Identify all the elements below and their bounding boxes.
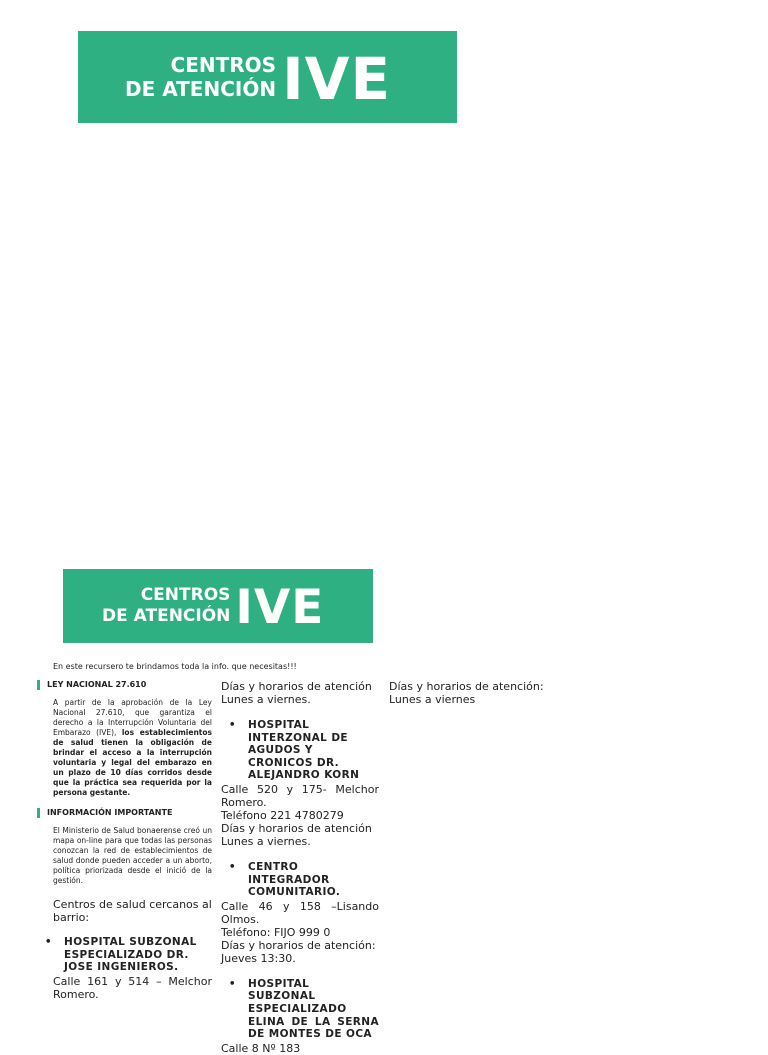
banner-line-1: CENTROS (170, 53, 277, 77)
hospital-name: HOSPITAL INTERZONAL DE AGUDOS Y CRONICOS DR. ALEJANDRO KORN (248, 719, 360, 782)
dias-text: Días y horarios de atención Lunes a viernes. (221, 680, 372, 706)
banner-line-2: DE ATENCIÓN (102, 606, 231, 626)
banner-line-2: DE ATENCIÓN (125, 77, 277, 101)
bullet-icon: • (44, 936, 52, 948)
banner-ive: IVE (235, 579, 325, 635)
bullet-icon: • (228, 977, 236, 990)
intro-text: En este recursero te brindamos toda la info. que necesitas!!! (53, 662, 297, 671)
hospital-address: Calle 161 y 514 – Melchor Romero. (53, 974, 212, 1001)
header-banner (78, 31, 457, 123)
banner-words (102, 585, 230, 627)
column-1 (37, 680, 212, 1001)
hospital-name: HOSPITAL SUBZONAL ESPECIALIZADO DR. JOSE INGENIEROS. (64, 936, 197, 974)
info-heading: INFORMACIÓN IMPORTANTE (37, 808, 212, 818)
hospital-item (221, 978, 379, 1041)
ley-text: A partir de la aprobación de la Ley Nacional 27.610, que garantiza el derecho a la Interrupción Voluntaria del Embarazo (IVE), (53, 698, 212, 737)
hospital-address: Calle 520 y 175- Melchor Romero. (221, 782, 379, 809)
bullet-icon: • (228, 860, 236, 873)
ley-paragraph (53, 698, 212, 798)
dias-text: Días y horarios de atención: Jueves 13:30. (221, 938, 376, 965)
dias-text: Días y horarios de atención: Lunes a viernes (389, 680, 544, 706)
ley-heading: LEY NACIONAL 27.610 (37, 680, 212, 690)
hospital-phone: Teléfono 221 4780279 (221, 808, 344, 822)
banner-line-1: CENTROS (140, 585, 231, 605)
info-paragraph: El Ministerio de Salud bonaerense creó un mapa on-line para que todas las personas conozcan la red de establecimientos de salud donde pueden acceder a un aborto, política priorizada desde el inició de la gestión. (53, 826, 212, 885)
document-banner (63, 569, 373, 643)
column-2 (221, 680, 379, 1055)
dias-text: Días y horarios de atención Lunes a viernes. (221, 821, 372, 848)
banner-ive: IVE (282, 44, 392, 113)
hospital-name: CENTRO INTEGRADOR COMUNITARIO. (248, 860, 341, 899)
hospital-phone: Teléfono: FIJO 999 0 (221, 925, 331, 939)
hospital-name: HOSPITAL SUBZONAL ESPECIALIZADO ELINA DE LA SERNA DE MONTES DE OCA (248, 977, 379, 1041)
hospital-address: Calle 8 Nº 183 (221, 1041, 301, 1055)
hospital-address: Calle 46 y 158 –Lisando Olmos. (221, 899, 379, 926)
bullet-icon: • (228, 719, 236, 731)
cercanos-text: Centros de salud cercanos al barrio: (53, 898, 212, 924)
ley-text-bold: los establecimientos de salud tienen la obligación de brindar el acceso a la interrupción voluntaria y legal del embarazo en un plazo de 10 días corridos desde que la práctica sea requerida por la persona gestante. (53, 728, 212, 797)
hospital-item (221, 719, 379, 782)
hospital-item (37, 936, 212, 974)
banner-words (125, 53, 276, 101)
hospital-item (221, 861, 379, 899)
column-3 (389, 680, 559, 706)
